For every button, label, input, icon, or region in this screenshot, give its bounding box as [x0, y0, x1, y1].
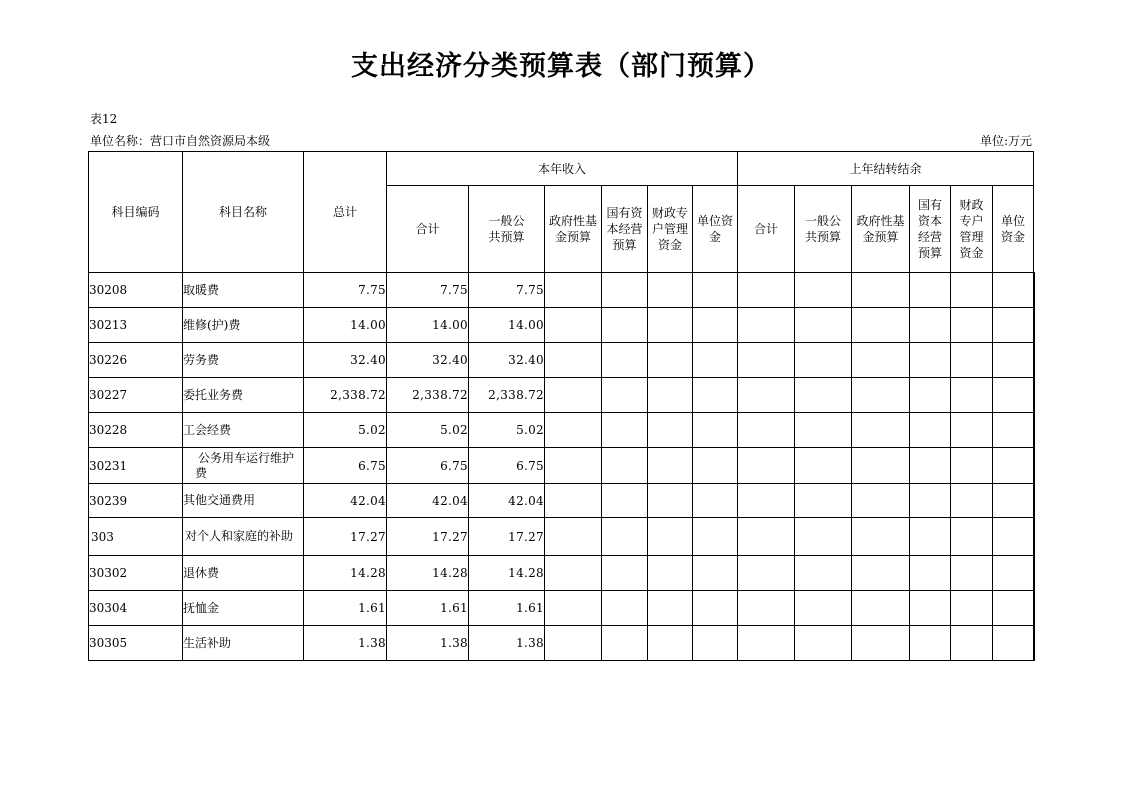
row-name: 抚恤金 [183, 591, 304, 626]
row-current-general: 1.61 [469, 591, 545, 626]
header-total: 总计 [304, 152, 387, 273]
empty-cell [993, 378, 1034, 413]
row-total: 1.61 [304, 591, 387, 626]
header-carry-sum: 合计 [738, 186, 795, 273]
header-current-unit-funds: 单位资金 [693, 186, 738, 273]
empty-cell [693, 448, 738, 484]
row-current-sum: 42.04 [387, 484, 469, 518]
row-current-general: 6.75 [469, 448, 545, 484]
empty-cell [738, 448, 795, 484]
empty-cell [795, 308, 852, 343]
empty-cell [1034, 518, 1035, 556]
empty-cell [910, 413, 951, 448]
row-current-general: 1.38 [469, 626, 545, 661]
table-row [89, 556, 1035, 591]
empty-cell [795, 378, 852, 413]
empty-cell [910, 484, 951, 518]
empty-cell [993, 484, 1034, 518]
row-code: 303 [89, 518, 183, 556]
row-total: 42.04 [304, 484, 387, 518]
empty-cell [1034, 591, 1035, 626]
empty-cell [1034, 626, 1035, 661]
empty-cell [951, 413, 993, 448]
row-code: 30305 [89, 626, 183, 661]
empty-cell [648, 484, 693, 518]
empty-cell [852, 448, 910, 484]
empty-cell [993, 273, 1034, 308]
empty-cell [852, 378, 910, 413]
empty-cell [602, 413, 648, 448]
header-row-1 [89, 152, 1035, 186]
empty-cell [1034, 308, 1035, 343]
empty-cell [1034, 556, 1035, 591]
header-carry-special-account: 财政专户管理资金 [951, 186, 993, 273]
empty-cell [545, 273, 602, 308]
empty-cell [910, 343, 951, 378]
empty-cell [648, 343, 693, 378]
empty-cell [648, 378, 693, 413]
empty-cell [951, 591, 993, 626]
empty-cell [545, 591, 602, 626]
empty-cell [545, 556, 602, 591]
empty-cell [738, 273, 795, 308]
row-current-general: 32.40 [469, 343, 545, 378]
row-name: 对个人和家庭的补助 [183, 518, 304, 556]
row-total: 14.28 [304, 556, 387, 591]
budget-table [88, 151, 1035, 661]
header-current-special-account: 财政专户管理资金 [648, 186, 693, 273]
empty-cell [602, 448, 648, 484]
empty-cell [1034, 378, 1035, 413]
empty-cell [648, 556, 693, 591]
empty-cell [852, 273, 910, 308]
empty-cell [648, 448, 693, 484]
empty-cell [852, 343, 910, 378]
header-current-sum: 合计 [387, 186, 469, 273]
row-current-sum: 14.28 [387, 556, 469, 591]
row-current-general: 14.28 [469, 556, 545, 591]
row-total: 7.75 [304, 273, 387, 308]
empty-cell [795, 556, 852, 591]
empty-cell [951, 556, 993, 591]
empty-cell [795, 591, 852, 626]
empty-cell [738, 591, 795, 626]
empty-cell [545, 626, 602, 661]
row-total: 1.38 [304, 626, 387, 661]
row-current-sum: 32.40 [387, 343, 469, 378]
empty-cell [1034, 484, 1035, 518]
row-code: 30226 [89, 343, 183, 378]
empty-cell [993, 448, 1034, 484]
header-current-general: 一般公共预算 [469, 186, 545, 273]
table-number: 表12 [90, 112, 118, 126]
empty-cell [545, 518, 602, 556]
empty-cell [910, 591, 951, 626]
row-code: 30239 [89, 484, 183, 518]
empty-cell [738, 626, 795, 661]
empty-cell [910, 378, 951, 413]
table-row [89, 518, 1035, 556]
empty-cell [993, 413, 1034, 448]
empty-cell [648, 591, 693, 626]
empty-cell [738, 484, 795, 518]
row-code: 30304 [89, 591, 183, 626]
table-row [89, 626, 1035, 661]
empty-cell [602, 273, 648, 308]
empty-cell [693, 378, 738, 413]
empty-cell [852, 556, 910, 591]
row-current-general: 14.00 [469, 308, 545, 343]
row-code: 30227 [89, 378, 183, 413]
empty-cell [951, 343, 993, 378]
empty-cell [795, 273, 852, 308]
table-row [89, 591, 1035, 626]
header-name: 科目名称 [183, 152, 304, 273]
empty-cell [951, 308, 993, 343]
empty-cell [693, 413, 738, 448]
header-current-year: 本年收入 [387, 152, 738, 186]
row-total: 17.27 [304, 518, 387, 556]
row-name: 生活补助 [183, 626, 304, 661]
unit-name: 单位名称：营口市自然资源局本级 [90, 134, 271, 148]
row-name: 公务用车运行维护费 [183, 448, 304, 484]
empty-cell [993, 308, 1034, 343]
empty-cell [545, 343, 602, 378]
empty-cell [1034, 273, 1035, 308]
empty-cell [545, 413, 602, 448]
empty-cell [693, 308, 738, 343]
row-current-sum: 5.02 [387, 413, 469, 448]
header-carryover: 上年结转结余 [738, 152, 1034, 186]
table-row [89, 273, 1035, 308]
header-code: 科目编码 [89, 152, 183, 273]
row-current-general: 17.27 [469, 518, 545, 556]
empty-cell [910, 273, 951, 308]
empty-cell [910, 448, 951, 484]
empty-cell [738, 378, 795, 413]
table-row [89, 448, 1035, 484]
empty-cell [993, 343, 1034, 378]
row-name: 取暖费 [183, 273, 304, 308]
empty-cell [693, 591, 738, 626]
empty-cell [852, 308, 910, 343]
empty-cell [545, 484, 602, 518]
empty-cell [795, 484, 852, 518]
empty-cell [993, 591, 1034, 626]
empty-cell [993, 556, 1034, 591]
empty-cell [545, 448, 602, 484]
row-name: 劳务费 [183, 343, 304, 378]
row-name: 其他交通费用 [183, 484, 304, 518]
row-current-sum: 1.38 [387, 626, 469, 661]
row-code: 30231 [89, 448, 183, 484]
row-code: 30213 [89, 308, 183, 343]
empty-cell [602, 378, 648, 413]
empty-cell [602, 308, 648, 343]
empty-cell [795, 626, 852, 661]
empty-cell [795, 413, 852, 448]
header-carry-state-capital: 国有资本经营预算 [910, 186, 951, 273]
empty-cell [795, 518, 852, 556]
empty-cell [1034, 448, 1035, 484]
empty-cell [951, 378, 993, 413]
row-current-sum: 2,338.72 [387, 378, 469, 413]
empty-cell [693, 343, 738, 378]
table-row [89, 378, 1035, 413]
row-total: 5.02 [304, 413, 387, 448]
empty-cell [993, 518, 1034, 556]
row-total: 32.40 [304, 343, 387, 378]
empty-cell [738, 518, 795, 556]
empty-cell [693, 518, 738, 556]
row-total: 6.75 [304, 448, 387, 484]
empty-cell [648, 273, 693, 308]
row-code: 30302 [89, 556, 183, 591]
row-current-sum: 1.61 [387, 591, 469, 626]
empty-cell [648, 308, 693, 343]
header-carry-fund: 政府性基金预算 [852, 186, 910, 273]
empty-cell [602, 556, 648, 591]
empty-cell [648, 626, 693, 661]
row-current-sum: 7.75 [387, 273, 469, 308]
empty-cell [1034, 413, 1035, 448]
empty-cell [602, 518, 648, 556]
row-current-sum: 6.75 [387, 448, 469, 484]
empty-cell [951, 273, 993, 308]
empty-cell [910, 626, 951, 661]
empty-cell [648, 518, 693, 556]
table-row [89, 308, 1035, 343]
row-total: 2,338.72 [304, 378, 387, 413]
unit-measure: 单位:万元 [979, 134, 1032, 148]
header-current-fund: 政府性基金预算 [545, 186, 602, 273]
empty-cell [602, 591, 648, 626]
header-carry-unit-funds: 单位资金 [993, 186, 1034, 273]
empty-cell [852, 591, 910, 626]
empty-cell [693, 484, 738, 518]
empty-cell [602, 343, 648, 378]
empty-cell [951, 448, 993, 484]
table-row [89, 343, 1035, 378]
empty-cell [951, 626, 993, 661]
empty-cell [910, 556, 951, 591]
row-current-sum: 14.00 [387, 308, 469, 343]
empty-cell [738, 413, 795, 448]
empty-cell [795, 343, 852, 378]
row-current-general: 42.04 [469, 484, 545, 518]
empty-cell [852, 626, 910, 661]
row-code: 30208 [89, 273, 183, 308]
row-name: 委托业务费 [183, 378, 304, 413]
empty-cell [545, 378, 602, 413]
empty-cell [910, 518, 951, 556]
empty-cell [951, 518, 993, 556]
empty-cell [738, 343, 795, 378]
empty-cell [693, 556, 738, 591]
empty-cell [648, 413, 693, 448]
row-current-general: 5.02 [469, 413, 545, 448]
empty-cell [693, 273, 738, 308]
empty-cell [910, 308, 951, 343]
empty-cell [545, 308, 602, 343]
empty-cell [693, 626, 738, 661]
row-name: 工会经费 [183, 413, 304, 448]
empty-cell [852, 484, 910, 518]
page-title: 支出经济分类预算表（部门预算） [351, 51, 771, 82]
header-current-state-capital: 国有资本经营预算 [602, 186, 648, 273]
empty-cell [795, 448, 852, 484]
empty-cell [1034, 343, 1035, 378]
empty-cell [852, 518, 910, 556]
row-name: 维修(护)费 [183, 308, 304, 343]
row-current-general: 7.75 [469, 273, 545, 308]
table-row [89, 484, 1035, 518]
row-current-sum: 17.27 [387, 518, 469, 556]
empty-cell [738, 556, 795, 591]
row-current-general: 2,338.72 [469, 378, 545, 413]
empty-cell [951, 484, 993, 518]
row-code: 30228 [89, 413, 183, 448]
row-total: 14.00 [304, 308, 387, 343]
empty-cell [602, 484, 648, 518]
header-carry-general: 一般公共预算 [795, 186, 852, 273]
row-name: 退休费 [183, 556, 304, 591]
table-row [89, 413, 1035, 448]
empty-cell [738, 308, 795, 343]
empty-cell [602, 626, 648, 661]
empty-cell [993, 626, 1034, 661]
empty-cell [852, 413, 910, 448]
